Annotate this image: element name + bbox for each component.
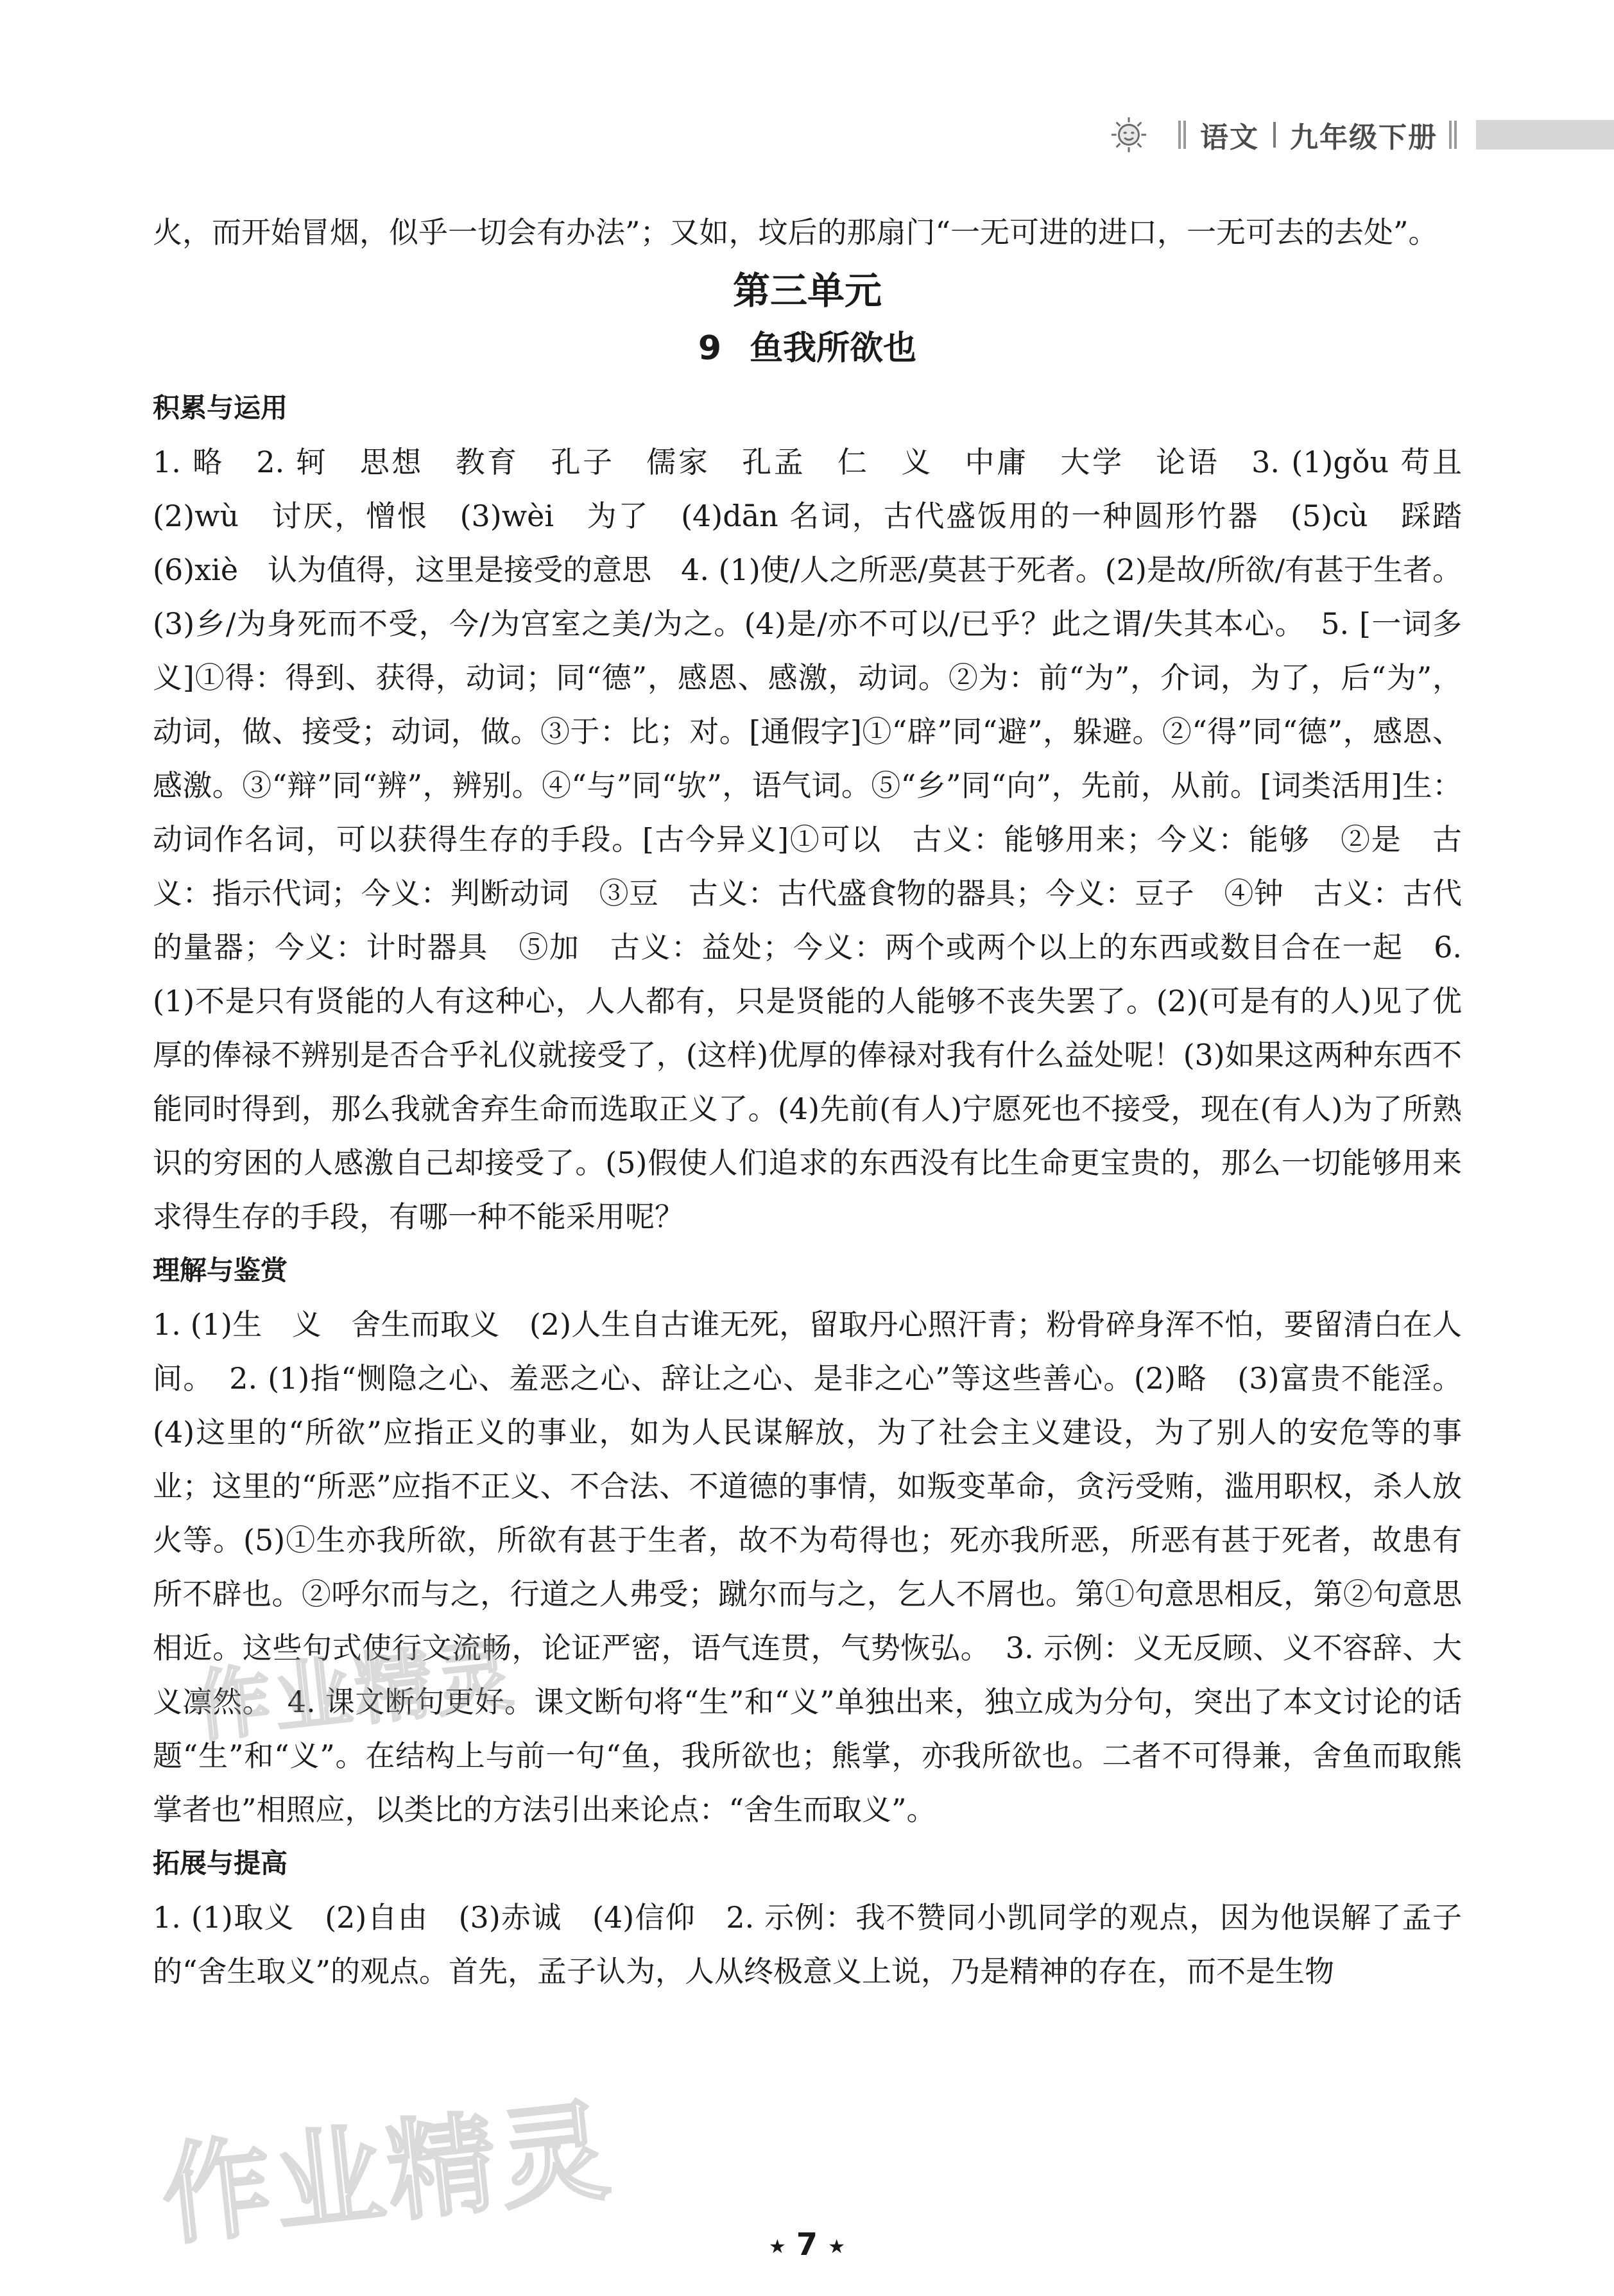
- section-body-extension: 1. (1)取义 (2)自由 (3)赤诚 (4)信仰 2. 示例：我不赞同小凯同学的观点，因为他误解了孟子的“舍生取义”的观点。首先，孟子认为，人从终极意义上说，乃是精神的存在，而不是生物: [153, 1900, 1462, 1989]
- lesson-number: 9: [698, 329, 722, 368]
- header-grade: 九年级下册: [1290, 121, 1438, 154]
- page-number: 7: [796, 2227, 818, 2263]
- page-footer: [0, 2227, 1614, 2263]
- section-head-extension: 拓展与提高: [153, 1847, 288, 1879]
- star-icon-left: ★: [768, 2235, 786, 2258]
- header-tail-bar: [1476, 120, 1614, 150]
- header-separator: [1273, 122, 1276, 148]
- header-subject: 语文: [1200, 121, 1259, 154]
- watermark-logo-large: 作业精灵: [156, 2087, 619, 2261]
- unit-title: 第三单元: [732, 269, 882, 313]
- page-content: [153, 205, 1491, 1998]
- star-icon-right: ★: [828, 2235, 846, 2258]
- lesson-name: 鱼我所欲也: [750, 329, 917, 368]
- section-head-accumulation: 积累与运用: [153, 392, 288, 424]
- header-divider-bars-right: [1449, 121, 1459, 149]
- lesson-title: [153, 320, 1462, 377]
- sun-icon: [1109, 115, 1149, 155]
- carry-over-paragraph: 火，而开始冒烟，似乎一切会有办法”；又如，坟后的那扇门“一无可进的进口，一无可去的去处”。: [153, 215, 1438, 250]
- section-head-appreciation: 理解与鉴赏: [153, 1255, 288, 1286]
- section-body-accumulation: 1. 略 2. 轲 思想 教育 孔子 儒家 孔孟 仁 义 中庸 大学 论语 3. (1)gǒu 苟且 (2)wù 讨厌，憎恨 (3)wèi 为了 (4)dān 名词，古代盛饭用的一种圆形竹器 (5)cù 踩踏 (6)xiè 认为值得，这里是接受的意思 4. (1)使/人之所恶/莫甚于死者。(2)是故/所欲/有甚于生者。(3)乡/为身死而不受，今/为宫室之美/为之。(4)是/亦不可以/已乎？此之谓/失其本心。 5. [一词多义]①得：得到、获得，动词；同“德”，感恩、感激，动词。②为：前“为”，介词，为了，后“为”，动词，做、接受；动词，做。③于：比；对。[通假字]①“辟”同“避”，躲避。②“得”同“德”，感恩、感激。③“辩”同“辨”，辨别。④“与”同“欤”，语气词。⑤“乡”同“向”，先前，从前。[词类活用]生：动词作名词，可以获得生存的手段。[古今异义]①可以 古义：能够用来；今义：能够 ②是 古义：指示代词；今义：判断动词 ③豆 古义：古代盛食物的器具；今义：豆子 ④钟 古义：古代的量器；今义：计时器具 ⑤加 古义：益处；今义：两个或两个以上的东西或数目合在一起 6. (1)不是只有贤能的人有这种心，人人都有，只是贤能的人能够不丧失罢了。(2)(可是有的人)见了优厚的俸禄不辨别是否合乎礼仪就接受了，(这样)优厚的俸禄对我有什么益处呢！(3)如果这两种东西不能同时得到，那么我就舍弃生命而选取正义了。(4)先前(有人)宁愿死也不接受，现在(有人)为了所熟识的穷困的人感激自己却接受了。(5)假使人们追求的东西没有比生命更宝贵的，那么一切能够用来求得生存的手段，有哪一种不能采用呢？: [153, 445, 1491, 1234]
- header-divider-bars: [1178, 121, 1189, 149]
- section-body-appreciation: 1. (1)生 义 舍生而取义 (2)人生自古谁无死，留取丹心照汗青；粉骨碎身浑不怕，要留清白在人间。 2. (1)指“恻隐之心、羞恶之心、辞让之心、是非之心”等这些善心。(2)略 (3)富贵不能淫。(4)这里的“所欲”应指正义的事业，如为人民谋解放，为了社会主义建设，为了别人的安危等的事业；这里的“所恶”应指不正义、不合法、不道德的事情，如叛变革命，贪污受贿，滥用职权，杀人放火等。(5)①生亦我所欲，所欲有甚于生者，故不为苟得也；死亦我所恶，所恶有甚于死者，故患有所不辟也。②呼尔而与之，行道之人弗受；蹴尔而与之，乞人不屑也。第①句意思相反，第②句意思相近。这些句式使行文流畅，论证严密，语气连贯，气势恢弘。 3. 示例：义无反顾、义不容辞、大义凛然。 4. 课文断句更好。课文断句将“生”和“义”单独出来，独立成为分句，突出了本文讨论的话题“生”和“义”。在结构上与前一句“鱼，我所欲也；熊掌，亦我所欲也。二者不可得兼，舍鱼而取熊掌者也”相照应，以类比的方法引出来论点：“舍生而取义”。: [153, 1307, 1462, 1827]
- watermark-logo: 作业精灵: [189, 1630, 520, 1753]
- page-header: [1109, 109, 1614, 160]
